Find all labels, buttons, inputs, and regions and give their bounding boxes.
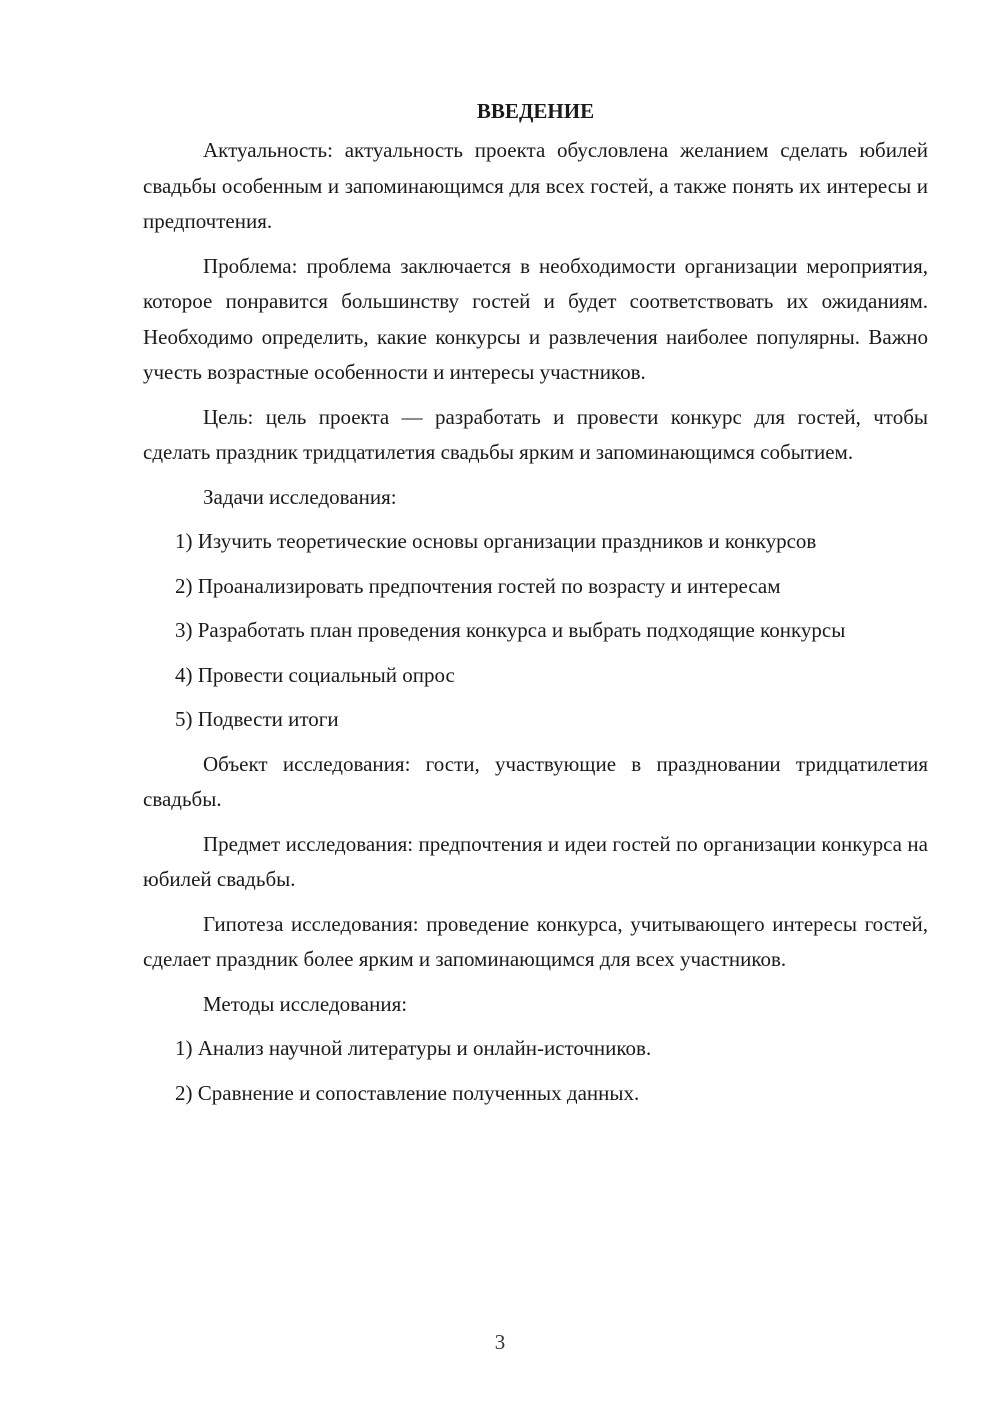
object-paragraph: Объект исследования: гости, участвующие в праздновании тридцатилетия свадьбы. <box>143 751 928 811</box>
task-item: 4) Провести социальный опрос <box>175 662 455 687</box>
page-number: 3 <box>494 1330 506 1354</box>
task-item: 1) Изучить теоретические основы организации праздников и конкурсов <box>175 529 817 553</box>
task-item: 2) Проанализировать предпочтения гостей по возрасту и интересам <box>175 573 781 598</box>
section-title: ВВЕДЕНИЕ <box>476 99 595 123</box>
hypothesis-paragraph: Гипотеза исследования: проведение конкурса, учитывающего интересы гостей, сделает праздник более ярким и запоминающимся для всех участников. <box>143 911 928 971</box>
method-item: 2) Сравнение и сопоставление полученных данных. <box>175 1080 640 1105</box>
problem-paragraph: Проблема: проблема заключается в необходимости организации мероприятия, которое понравится большинству гостей и будет соответствовать их ожиданиям. Необходимо определить, какие конкурсы и развлечения наиболее популярны. Важно учесть возрастные особенности и интересы участников. <box>143 253 928 384</box>
relevance-paragraph: Актуальность: актуальность проекта обусловлена желанием сделать юбилей свадьбы особенным и запоминающимся для всех гостей, а также понять их интересы и предпочтения. <box>143 138 928 233</box>
task-item: 3) Разработать план проведения конкурса и выбрать подходящие конкурсы <box>175 618 846 642</box>
subject-paragraph: Предмет исследования: предпочтения и идеи гостей по организации конкурса на юбилей свадьбы. <box>143 831 928 891</box>
goal-paragraph: Цель: цель проекта — разработать и провести конкурс для гостей, чтобы сделать праздник тридцатилетия свадьбы ярким и запоминающимся событием. <box>143 404 928 464</box>
task-item: 5) Подвести итоги <box>175 707 339 731</box>
document-page <box>143 93 928 1120</box>
method-item: 1) Анализ научной литературы и онлайн-источников. <box>175 1036 652 1060</box>
tasks-heading: Задачи исследования: <box>203 484 397 509</box>
methods-heading: Методы исследования: <box>203 991 408 1016</box>
